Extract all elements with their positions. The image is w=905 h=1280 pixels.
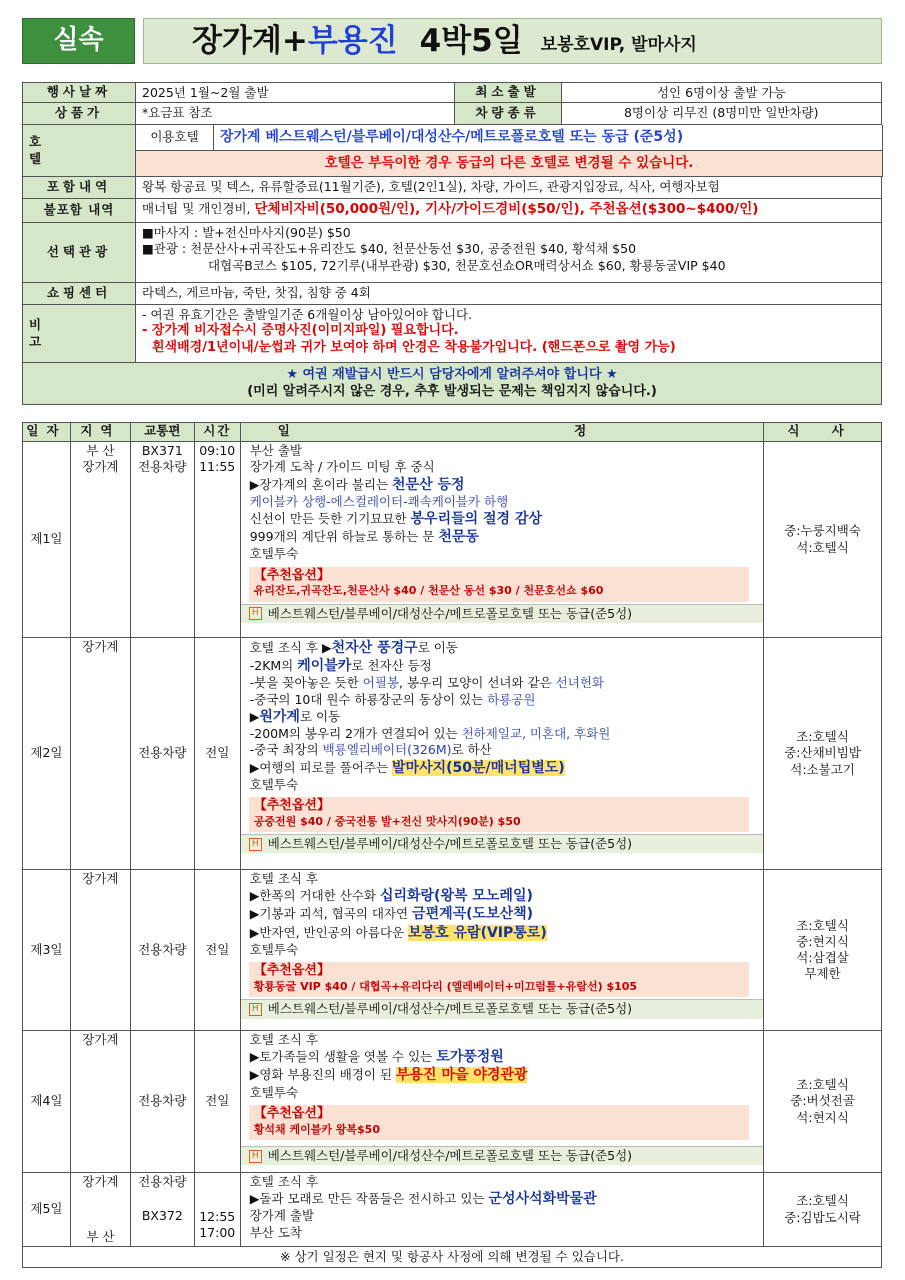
day-4	[22, 1031, 882, 1173]
d1-recommended-options	[249, 567, 749, 602]
d3-meal1: 조:호텔식	[796, 917, 849, 933]
d5-meal2: 중:김밥도시락	[784, 1209, 861, 1225]
day-2	[22, 638, 882, 870]
header-day: 일자	[23, 423, 71, 442]
header-transport: 교통편	[131, 423, 195, 442]
d2-line7: -중국 최장의 백룡엘리베이터(326M)로 하산	[249, 742, 492, 758]
day-4-transport: 전용차량	[131, 1031, 195, 1173]
excluded-plain: 매너팁 및 개인경비,	[142, 201, 255, 216]
min-label: 최소출발	[455, 83, 562, 103]
d3-line2: ▶한폭의 거대한 산수화 십리화랑(왕복 모노레일)	[249, 888, 533, 905]
d2-meal3: 석:소불고기	[790, 761, 855, 777]
excluded-value	[136, 199, 882, 223]
day-5	[22, 1173, 882, 1247]
d1-meal2: 석:호텔식	[796, 539, 849, 555]
day-2-schedule	[241, 638, 764, 870]
d3-line1: 호텔 조식 후	[249, 871, 319, 886]
d2-line4: -중국의 10대 원수 하룡장군의 동상이 있는 하룡공원	[249, 691, 536, 707]
d4-opt-body: 황석채 케이블카 왕복$50	[253, 1122, 380, 1136]
day-1-transport1: BX371	[141, 443, 183, 458]
included-value: 왕복 항공료 및 텍스, 유류할증료(11월기준), 호텔(2인1실), 차량, 가이드, 관광지입장료, 식사, 여행자보험	[136, 177, 882, 199]
day-3-time: 전일	[195, 870, 241, 1031]
hotel-icon: H	[249, 1150, 262, 1163]
d2-hotel: H 베스트웨스턴/블루베이/대성산수/메트로폴로호텔 또는 동급(준5성)	[241, 834, 763, 853]
page-title	[143, 18, 882, 64]
d3-meal3: 석:삼겹살	[796, 950, 849, 965]
d5-region1: 장가계	[82, 1174, 119, 1189]
notice-line1: ★ 여권 재발급시 반드시 담당자에게 알려주셔야 합니다 ★	[286, 366, 618, 382]
category-badge: 실속	[22, 18, 135, 64]
day-5-transport	[131, 1173, 195, 1247]
d5-transport1: 전용차량	[138, 1174, 187, 1189]
day-3-schedule	[241, 870, 764, 1031]
shopping-value: 라텍스, 게르마늄, 죽탄, 찻집, 침향 중 4회	[136, 283, 882, 305]
d1-meal1: 중:누룽지백숙	[784, 523, 861, 539]
page-header	[22, 18, 882, 64]
info-row-notes	[22, 305, 882, 363]
title-part1: 장가계+	[192, 22, 308, 59]
day-5-region	[71, 1173, 131, 1247]
d3-meal2: 중:현지식	[796, 933, 849, 949]
day-4-region: 장가계	[71, 1031, 131, 1173]
d4-meal3: 석:현지식	[796, 1109, 849, 1125]
d2-meal2: 중:산채비빔밥	[784, 745, 861, 761]
header-region: 지역	[71, 423, 131, 442]
d5-line1: 호텔 조식 후	[249, 1174, 319, 1189]
d4-hotel: H 베스트웨스턴/블루베이/대성산수/메트로폴로호텔 또는 동급(준5성)	[241, 1146, 763, 1165]
min-value: 성인 6명이상 출발 가능	[562, 83, 883, 103]
vehicle-label: 차량종류	[455, 103, 562, 125]
d2-opt-body: 공중전원 $40 / 중국전통 발+전신 맛사지(90분) $50	[253, 814, 521, 828]
d1-line7: 호텔투숙	[249, 546, 299, 562]
vehicle-value: 8명이상 리무진 (8명미만 일반차량)	[562, 103, 883, 125]
d2-opt-title: 【추천옵션】	[253, 798, 330, 813]
day-4-label: 제4일	[23, 1031, 71, 1173]
info-row-included	[22, 177, 882, 199]
note-line1: - 여권 유효기간은 출발일기준 6개월이상 남아있어야 합니다.	[142, 307, 473, 322]
options-line1: ■마사지 : 발+전신마사지(90분) $50	[142, 225, 351, 240]
d1-line6: 999개의 계단위 하늘로 통하는 문 천문동	[249, 529, 479, 546]
d3-opt-body: 황룡동굴 VIP $40 / 대협곡+유리다리 (엘레베이터+미끄럼틀+유람선) $105	[253, 979, 638, 993]
d2-meal1: 조:호텔식	[796, 729, 849, 745]
itinerary-page	[22, 18, 882, 1268]
d4-line2: ▶토가족들의 생활을 엿볼 수 있는 토가풍정원	[249, 1049, 504, 1066]
d5-time2: 17:00	[199, 1225, 236, 1241]
day-4-meals	[764, 1031, 882, 1173]
d3-line4: ▶반자연, 반인공의 아름다운 보봉호 유람(VIP통로)	[249, 924, 547, 941]
info-table	[22, 82, 882, 405]
d1-line1: 부산 출발	[249, 443, 303, 458]
excluded-red: 단체비자비(50,000원/인), 기사/가이드경비($50/인), 주천옵션($300~$400/인)	[254, 201, 759, 217]
hotel-label: 호 텔	[23, 125, 136, 177]
d4-line3: ▶영화 부용진의 배경이 된 부용진 마을 야경관광	[249, 1067, 528, 1084]
d2-line2: -2KM의 케이블카로 천자산 등정	[249, 658, 432, 675]
d1-line3: ▶장가계의 혼이라 불리는 천문산 등정	[249, 476, 465, 493]
note-line3: 흰색배경/1년이내/눈썹과 귀가 보여야 하며 안경은 착용불가입니다. (핸드폰으로 촬영 가능)	[152, 340, 676, 356]
day-2-label: 제2일	[23, 638, 71, 870]
day-5-schedule	[241, 1173, 764, 1247]
header-meal: 식 사	[764, 423, 882, 442]
hotel-icon: H	[249, 838, 262, 851]
options-line2: ■관광 : 천문산사+귀곡잔도+유리잔도 $40, 천문산동선 $30, 공중전원 $40, 황석채 $50	[142, 241, 637, 257]
info-row-excluded	[22, 199, 882, 223]
d4-line1: 호텔 조식 후	[249, 1032, 319, 1047]
included-label: 포함내역	[23, 177, 136, 199]
price-label: 상품가	[23, 103, 136, 125]
info-row-shopping	[22, 283, 882, 305]
day-1-label: 제1일	[23, 442, 71, 638]
price-value: *요금표 참조	[136, 103, 455, 125]
title-part2: 부용진	[307, 22, 398, 59]
d5-line4: 부산 도착	[249, 1224, 303, 1240]
d1-line4: 케이블카 상행-에스컬레이터-쾌속케이블카 하행	[249, 493, 509, 509]
d2-line5: ▶원가계로 이동	[249, 708, 341, 725]
header-time: 시간	[195, 423, 241, 442]
d1-line2: 장가계 도착 / 가이드 미팅 후 중식	[249, 459, 435, 475]
day-4-time: 전일	[195, 1031, 241, 1173]
d5-region2: 부 산	[86, 1228, 115, 1244]
d3-recommended-options	[249, 962, 749, 997]
note-line2: - 장가계 비자접수시 증명사진(이미지파일) 필요합니다.	[142, 323, 459, 339]
day-3-transport: 전용차량	[131, 870, 195, 1031]
notes-value	[136, 305, 882, 363]
dates-value: 2025년 1월~2월 출발	[136, 83, 455, 103]
d3-hotel: H 베스트웨스턴/블루베이/대성산수/메트로폴로호텔 또는 동급(준5성)	[241, 999, 763, 1018]
itinerary-header	[22, 422, 882, 442]
day-3-meals	[764, 870, 882, 1031]
d5-line3: 장가계 출발	[249, 1208, 315, 1224]
d4-opt-title: 【추천옵션】	[253, 1105, 330, 1121]
day-3	[22, 870, 882, 1031]
d1-opt-title: 【추천옵션】	[253, 567, 330, 583]
day-5-label: 제5일	[23, 1173, 71, 1247]
info-row-dates	[22, 82, 882, 103]
day-1-meals	[764, 442, 882, 638]
d2-line9: 호텔투숙	[249, 776, 299, 792]
d1-hotel: H 베스트웨스턴/블루베이/대성산수/메트로폴로호텔 또는 동급(준5성)	[241, 604, 763, 623]
d4-meal1: 조:호텔식	[796, 1077, 849, 1093]
hotel-note: 호텔은 부득이한 경우 동급의 다른 호텔로 변경될 수 있습니다.	[136, 151, 883, 177]
passport-notice	[23, 363, 882, 405]
d3-opt-title: 【추천옵션】	[253, 963, 330, 979]
options-value	[136, 223, 882, 283]
d5-time1: 12:55	[199, 1209, 236, 1224]
itinerary-table	[22, 422, 882, 1268]
day-2-transport: 전용차량	[131, 638, 195, 870]
day-1-region2: 장가계	[82, 459, 119, 475]
day-1-time2: 11:55	[199, 459, 236, 475]
day-1-transport2: 전용차량	[138, 459, 187, 475]
hotel-sub-label: 이용호텔	[136, 125, 214, 151]
day-1-region1: 부 산	[86, 443, 115, 458]
d3-line3: ▶기봉과 괴석, 협곡의 대자연 금편계곡(도보산책)	[249, 906, 534, 923]
notes-label: 비 고	[23, 305, 136, 363]
day-2-time: 전일	[195, 638, 241, 870]
d3-line5: 호텔투숙	[249, 941, 299, 957]
day-3-label: 제3일	[23, 870, 71, 1031]
d5-line2: ▶돌과 모래로 만든 작품들은 전시하고 있는 군성사석화박물관	[249, 1191, 597, 1208]
d1-line5: 신선이 만든 듯한 기기묘묘한 봉우리들의 절경 감상	[249, 510, 542, 527]
notice-line2: (미리 알려주시지 않은 경우, 추후 발생되는 문제는 책임지지 않습니다.)	[247, 383, 657, 399]
info-row-hotel	[22, 125, 882, 177]
day-1-region	[71, 442, 131, 638]
d4-line4: 호텔투숙	[249, 1084, 299, 1100]
header-schedule: 일 정	[241, 423, 764, 442]
d4-recommended-options	[249, 1105, 749, 1140]
day-1	[22, 442, 882, 638]
day-1-schedule	[241, 442, 764, 638]
d2-line6: -200M의 봉우리 2개가 연결되어 있는 천하제일교, 미혼대, 후화원	[249, 726, 611, 742]
hotel-icon: H	[249, 607, 262, 620]
d2-recommended-options	[249, 797, 749, 832]
d4-meal2: 중:버섯전골	[790, 1093, 855, 1109]
day-2-region: 장가계	[71, 638, 131, 870]
day-1-transport	[131, 442, 195, 638]
page-subtitle: 보봉호VIP, 발마사지	[540, 34, 697, 55]
d2-line8: ▶여행의 피로를 풀어주는 발마사지(50분/매너팁별도)	[249, 759, 565, 776]
footer-note: ※ 상기 일정은 현지 및 항공사 사정에 의해 변경될 수 있습니다.	[22, 1247, 882, 1268]
day-5-time	[195, 1173, 241, 1247]
d2-line1: 호텔 조식 후 ▶천자산 풍경구로 이동	[249, 640, 458, 656]
day-3-region: 장가계	[71, 870, 131, 1031]
notice-row	[22, 363, 882, 405]
hotel-icon: H	[249, 1003, 262, 1016]
d3-meal4: 무제한	[804, 966, 841, 982]
shopping-label: 쇼핑센터	[23, 283, 136, 305]
day-4-schedule	[241, 1031, 764, 1173]
title-part3: 4박5일	[419, 22, 523, 59]
info-row-options	[22, 223, 882, 283]
d2-line3: -붓을 꽂아놓은 듯한 어필봉, 봉우리 모양이 선녀와 같은 선녀헌화	[249, 675, 604, 691]
excluded-label: 불포함 내역	[23, 199, 136, 223]
options-label: 선택관광	[23, 223, 136, 283]
day-1-time1: 09:10	[199, 443, 236, 458]
day-2-meals	[764, 638, 882, 870]
hotel-value: 장가계 베스트웨스턴/블루베이/대성산수/메트로폴로호텔 또는 동급 (준5성)	[214, 125, 883, 151]
day-1-time	[195, 442, 241, 638]
d1-opt-body: 유리잔도,귀곡잔도,천문산사 $40 / 천문산 동선 $30 / 천문호선쇼 $60	[253, 584, 604, 598]
day-5-meals	[764, 1173, 882, 1247]
d5-transport2: BX372	[141, 1208, 183, 1224]
info-row-price	[22, 103, 882, 125]
options-line3: 대협곡B코스 $105, 72기루(내부관광) $30, 천문호선쇼OR매력상서쇼 $60, 황룡동굴VIP $40	[208, 257, 726, 273]
d5-meal1: 조:호텔식	[796, 1193, 849, 1209]
dates-label: 행사날짜	[23, 83, 136, 103]
